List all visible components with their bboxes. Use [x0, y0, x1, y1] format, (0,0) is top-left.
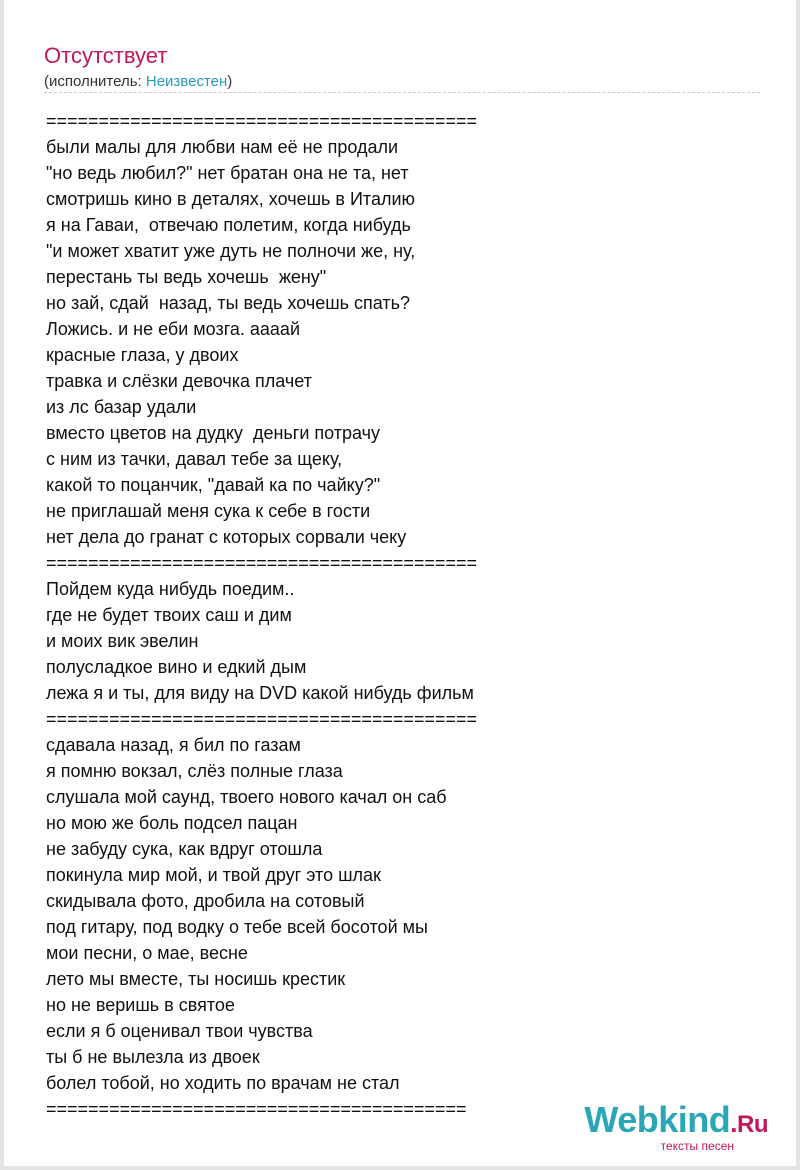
lyric-line: мои песни, о мае, весне — [46, 943, 248, 963]
lyric-line: лето мы вместе, ты носишь крестик — [46, 969, 346, 989]
lyric-line: ты б не вылезла из двоек — [46, 1047, 260, 1067]
separator-line: ========================================= — [46, 111, 477, 131]
subtitle-prefix: (исполнитель: — [44, 73, 146, 90]
lyric-line: я помню вокзал, слёз полные глаза — [46, 761, 343, 781]
lyrics-text — [46, 108, 477, 1122]
lyric-line: Ложись. и не еби мозга. аааай — [46, 319, 300, 339]
lyric-line: сдавала назад, я бил по газам — [46, 735, 301, 755]
header-divider — [44, 92, 760, 93]
lyric-line: и моих вик эвелин — [46, 631, 199, 651]
lyric-line: если я б оценивал твои чувства — [46, 1021, 313, 1041]
subtitle-suffix: ) — [227, 73, 233, 90]
lyric-line: вместо цветов на дудку деньги потрачу — [46, 423, 381, 443]
lyric-line: полусладкое вино и едкий дым — [46, 657, 307, 677]
song-title: Отсутствует — [44, 43, 168, 68]
lyric-line: "и может хватит уже дуть не полночи же, ну, — [46, 241, 416, 261]
logo-tld: Ru — [737, 1111, 768, 1138]
lyric-line: красные глаза, у двоих — [46, 345, 239, 365]
lyric-line: не приглашай меня сука к себе в гости — [46, 501, 371, 521]
artist-link[interactable]: Неизвестен — [145, 73, 228, 90]
lyric-line: но зай, сдай назад, ты ведь хочешь спать? — [46, 293, 411, 313]
lyric-line: но мою же боль подсел пацан — [46, 813, 298, 833]
logo-tagline: тексты песен — [660, 1139, 734, 1153]
lyric-line: нет дела до гранат с которых сорвали чеку — [46, 527, 407, 547]
lyric-line: из лс базар удали — [46, 397, 197, 417]
song-subtitle — [44, 72, 232, 92]
lyric-line: не забуду сука, как вдруг отошла — [46, 839, 323, 859]
lyric-line: я на Гаваи, отвечаю полетим, когда нибудь — [46, 215, 411, 235]
separator-line: ======================================== — [46, 1099, 467, 1119]
lyric-line: где не будет твоих саш и дим — [46, 605, 292, 625]
lyric-line: лежа я и ты, для виду на DVD какой нибудь фильм — [46, 683, 474, 703]
logo-brand: Webkind — [584, 1099, 731, 1140]
logo-dot: . — [730, 1108, 737, 1138]
lyric-line: перестань ты ведь хочешь жену" — [46, 267, 327, 287]
lyric-line: смотришь кино в деталях, хочешь в Италию — [46, 189, 416, 209]
lyric-line: были малы для любви нам её не продали — [46, 137, 399, 157]
lyric-line: под гитару, под водку о тебе всей босотой мы — [46, 917, 428, 937]
lyric-line: но не веришь в святое — [46, 995, 235, 1015]
lyric-line: какой то поцанчик, "давай ка по чайку?" — [46, 475, 381, 495]
lyric-line: покинула мир мой, и твой друг это шлак — [46, 865, 381, 885]
lyric-line: Пойдем куда нибудь поедим.. — [46, 579, 295, 599]
separator-line: ========================================= — [46, 709, 477, 729]
lyric-line: "но ведь любил?" нет братан она не та, нет — [46, 163, 409, 183]
webkind-logo[interactable] — [584, 1099, 768, 1153]
lyric-line: с ним из тачки, давал тебе за щеку, — [46, 449, 343, 469]
lyric-line: травка и слёзки девочка плачет — [46, 371, 312, 391]
lyric-line: скидывала фото, дробила на сотовый — [46, 891, 365, 911]
lyric-line: слушала мой саунд, твоего нового качал он саб — [46, 787, 447, 807]
separator-line: ========================================= — [46, 553, 477, 573]
lyric-line: болел тобой, но ходить по врачам не стал — [46, 1073, 400, 1093]
logo-wordmark — [584, 1099, 768, 1143]
